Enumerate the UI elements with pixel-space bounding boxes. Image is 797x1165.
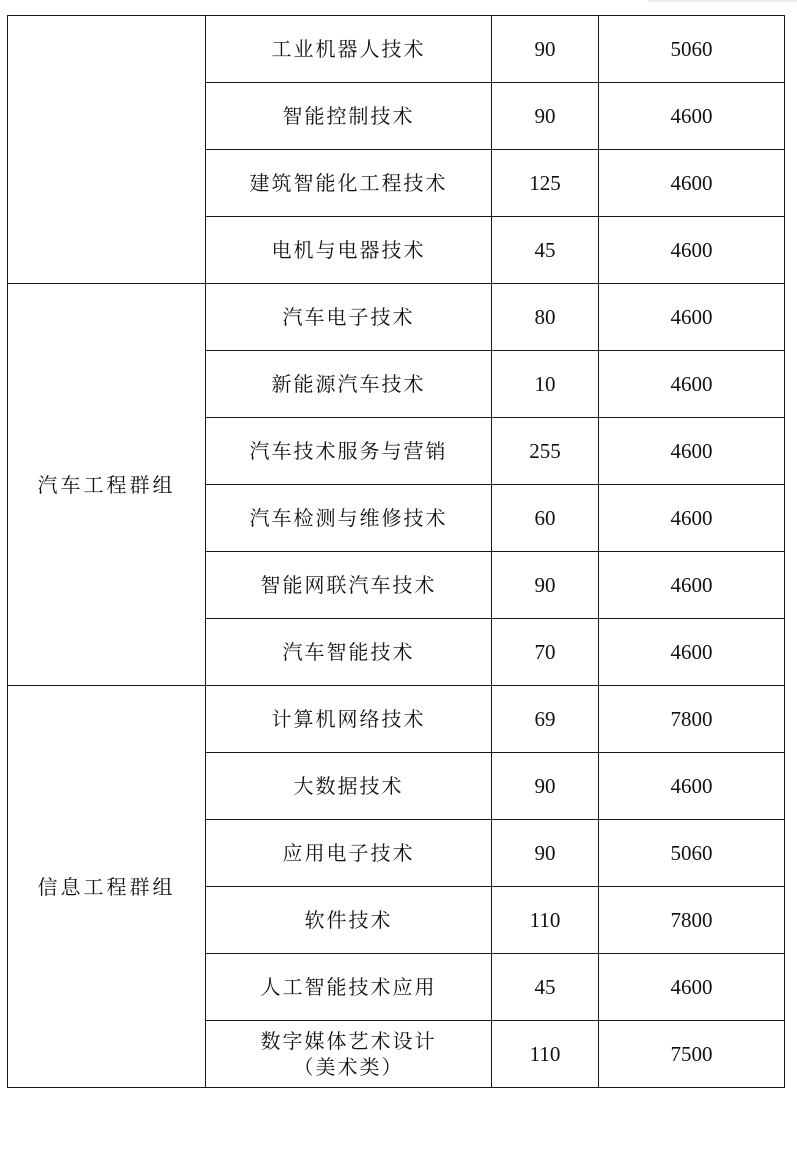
major-name-line: 电机与电器技术 [271, 238, 426, 262]
group-name-cell: 汽车工程群组 [8, 284, 206, 686]
fee-cell: 7500 [599, 1021, 785, 1088]
major-name-line: 智能网联汽车技术 [260, 573, 437, 597]
major-name-cell [206, 753, 492, 820]
quota-cell: 90 [492, 820, 599, 887]
major-name-line: 工业机器人技术 [271, 37, 426, 61]
major-name-line: 汽车技术服务与营销 [249, 439, 448, 463]
major-name-cell [206, 686, 492, 753]
quota-cell: 90 [492, 552, 599, 619]
fee-cell: 4600 [599, 351, 785, 418]
fee-cell: 4600 [599, 284, 785, 351]
fee-cell: 4600 [599, 83, 785, 150]
fee-cell: 7800 [599, 887, 785, 954]
fee-cell: 4600 [599, 619, 785, 686]
major-name-line: 人工智能技术应用 [260, 975, 437, 999]
fee-cell: 4600 [599, 753, 785, 820]
major-name-cell [206, 887, 492, 954]
major-name-cell [206, 954, 492, 1021]
major-name-line: （美术类） [293, 1055, 404, 1079]
major-name-cell [206, 217, 492, 284]
major-name-cell [206, 820, 492, 887]
fee-cell: 5060 [599, 820, 785, 887]
major-name-line: 建筑智能化工程技术 [249, 171, 448, 195]
major-name-line: 数字媒体艺术设计 [260, 1029, 437, 1053]
major-name-cell [206, 485, 492, 552]
quota-cell: 60 [492, 485, 599, 552]
quota-cell: 90 [492, 16, 599, 83]
quota-cell: 69 [492, 686, 599, 753]
fee-cell: 7800 [599, 686, 785, 753]
major-name-line: 新能源汽车技术 [271, 372, 426, 396]
table-row [8, 284, 785, 351]
quota-cell: 110 [492, 1021, 599, 1088]
major-name-line: 汽车检测与维修技术 [249, 506, 448, 530]
quota-cell: 110 [492, 887, 599, 954]
major-name-cell [206, 1021, 492, 1088]
major-name-cell [206, 83, 492, 150]
fee-cell: 4600 [599, 485, 785, 552]
major-name-cell [206, 351, 492, 418]
table-row [8, 16, 785, 83]
quota-cell: 80 [492, 284, 599, 351]
quota-cell: 90 [492, 753, 599, 820]
major-name-line: 汽车智能技术 [282, 640, 415, 664]
table-body [8, 16, 785, 1088]
major-name-line: 汽车电子技术 [282, 305, 415, 329]
quota-cell: 255 [492, 418, 599, 485]
major-name-cell [206, 552, 492, 619]
major-name-cell [206, 284, 492, 351]
fee-cell: 4600 [599, 954, 785, 1021]
major-name-line: 大数据技术 [293, 774, 404, 798]
quota-cell: 45 [492, 954, 599, 1021]
major-name-line: 应用电子技术 [282, 841, 415, 865]
enrollment-table [7, 15, 785, 1088]
quota-cell: 125 [492, 150, 599, 217]
fee-cell: 4600 [599, 217, 785, 284]
fee-cell: 4600 [599, 418, 785, 485]
major-name-line: 计算机网络技术 [271, 707, 426, 731]
major-name-line: 软件技术 [304, 908, 393, 932]
major-name-line: 智能控制技术 [282, 104, 415, 128]
major-name-cell [206, 150, 492, 217]
quota-cell: 70 [492, 619, 599, 686]
fee-cell: 4600 [599, 552, 785, 619]
major-name-cell [206, 418, 492, 485]
major-name-cell [206, 16, 492, 83]
fee-cell: 4600 [599, 150, 785, 217]
quota-cell: 10 [492, 351, 599, 418]
quota-cell: 45 [492, 217, 599, 284]
quota-cell: 90 [492, 83, 599, 150]
table-row [8, 686, 785, 753]
major-name-cell [206, 619, 492, 686]
fee-cell: 5060 [599, 16, 785, 83]
group-name-cell: 信息工程群组 [8, 686, 206, 1088]
top-edge-shadow [648, 0, 797, 2]
group-name-cell [8, 16, 206, 284]
